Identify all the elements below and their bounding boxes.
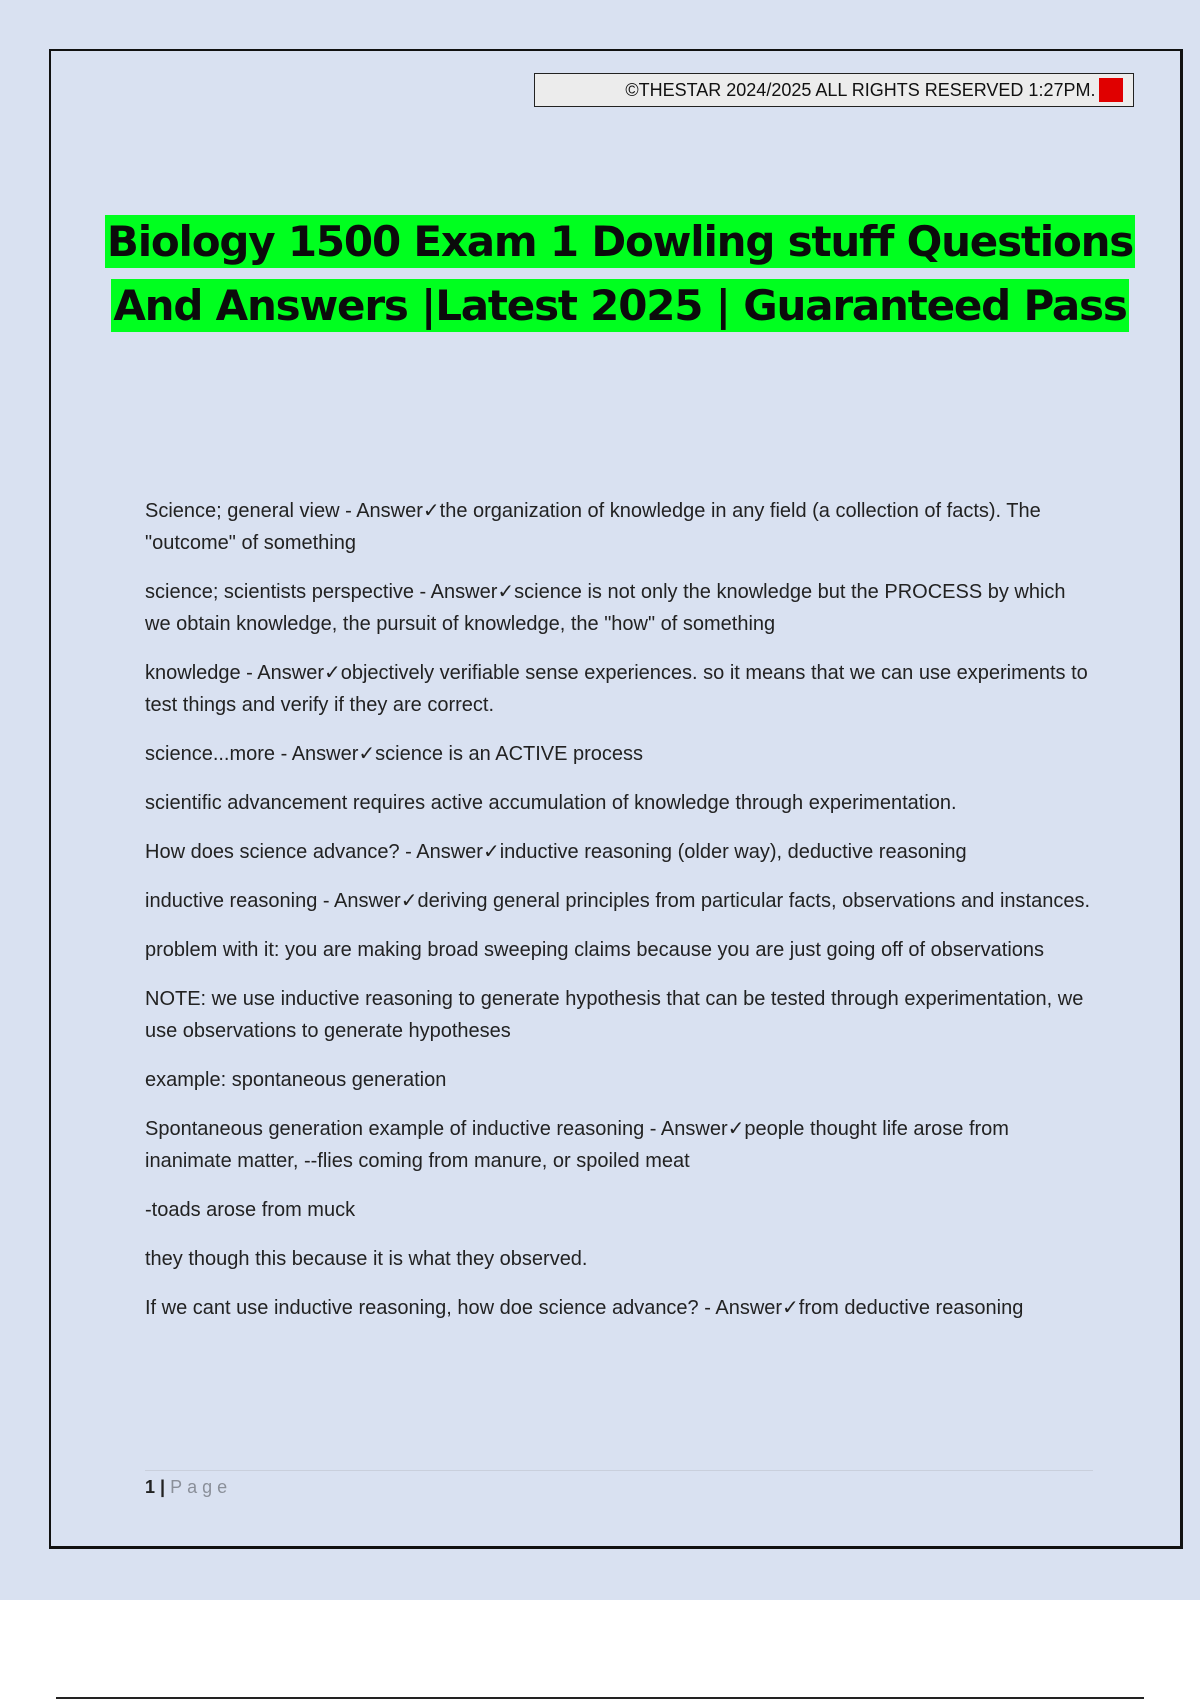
- qa-paragraph: scientific advancement requires active accumulation of knowledge through experimentation.: [145, 792, 957, 814]
- qa-paragraph: How does science advance? - Answer✓inductive reasoning (older way), deductive reasoning: [145, 841, 967, 863]
- qa-paragraph: knowledge - Answer✓objectively verifiable sense experiences. so it means that we can use experiments to test things and verify if they are correct.: [145, 662, 1088, 716]
- qa-paragraph: Spontaneous generation example of inductive reasoning - Answer✓people thought life arose from inanimate matter, --flies coming from manure, or spoiled meat: [145, 1118, 1009, 1172]
- qa-paragraph: example: spontaneous generation: [145, 1069, 447, 1091]
- qa-paragraph: If we cant use inductive reasoning, how doe science advance? - Answer✓from deductive reasoning: [145, 1297, 1024, 1319]
- qa-paragraph: -toads arose from muck: [145, 1199, 356, 1221]
- page-footer: [145, 1472, 232, 1502]
- qa-paragraph: they though this because it is what they observed.: [145, 1248, 588, 1270]
- qa-paragraph: inductive reasoning - Answer✓deriving general principles from particular facts, observations and instances.: [145, 890, 1091, 912]
- qa-paragraph: science; scientists perspective - Answer✓science is not only the knowledge but the PROCESS by which we obtain knowledge, the pursuit of knowledge, the "how" of something: [145, 581, 1066, 635]
- page-number: 1: [145, 1477, 156, 1497]
- footer-separator: |: [160, 1477, 166, 1497]
- qa-paragraph: Science; general view - Answer✓the organization of knowledge in any field (a collection of facts). The "outcome" of something: [145, 500, 1041, 554]
- copyright-header: [534, 73, 1134, 107]
- qa-content: [145, 495, 1095, 1341]
- qa-paragraph: problem with it: you are making broad sweeping claims because you are just going off of observations: [145, 939, 1045, 961]
- qa-paragraph: science...more - Answer✓science is an ACTIVE process: [145, 743, 644, 765]
- qa-paragraph: NOTE: we use inductive reasoning to generate hypothesis that can be tested through experimentation, we use observations to generate hypotheses: [145, 988, 1084, 1042]
- title-line-2: And Answers |Latest 2025 | Guaranteed Pass: [113, 281, 1127, 330]
- title-line-1: Biology 1500 Exam 1 Dowling stuff Questions: [106, 217, 1134, 266]
- next-page-top-rule: [56, 1697, 1144, 1699]
- footer-divider: [145, 1470, 1093, 1471]
- page-label: Page: [170, 1477, 233, 1497]
- copyright-text: ©THESTAR 2024/2025 ALL RIGHTS RESERVED 1:27PM.: [625, 79, 1096, 100]
- document-title: [0, 210, 1200, 338]
- grade-badge: A+: [1099, 78, 1123, 102]
